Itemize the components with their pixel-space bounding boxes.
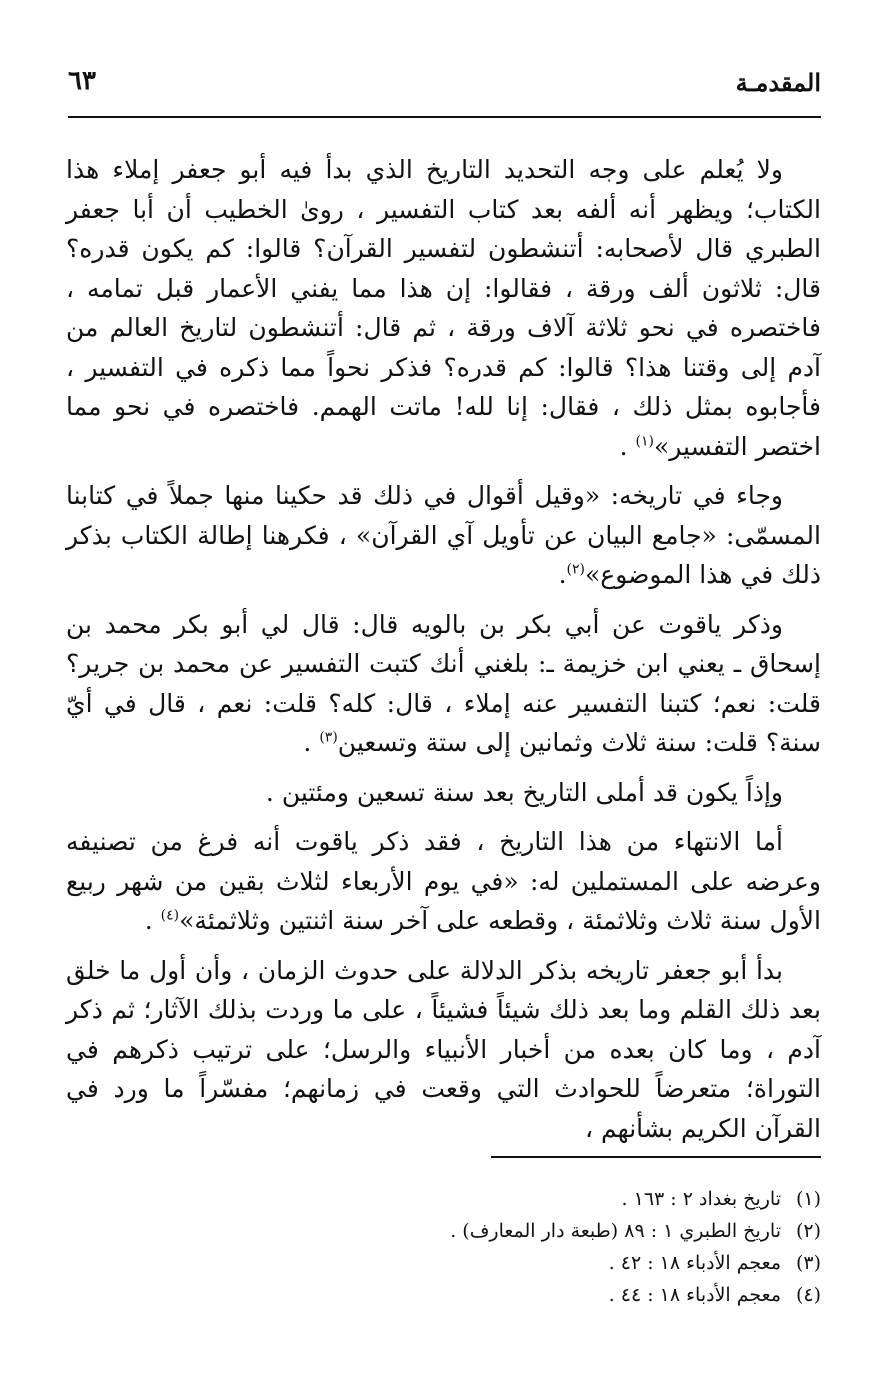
- footnote-text: معجم الأدباء ١٨ : ٤٢ .: [608, 1252, 781, 1274]
- running-title: المقدمـة: [735, 68, 821, 97]
- paragraph: [66, 822, 821, 941]
- footnote: [66, 1279, 821, 1311]
- footnote-number: (١): [795, 1188, 821, 1210]
- paragraph: [66, 476, 821, 595]
- footnote-number: (٣): [795, 1252, 821, 1274]
- paragraph: [66, 773, 821, 813]
- footnote-separator: [491, 1156, 821, 1158]
- footnote-reference: (٣): [319, 729, 338, 746]
- paragraph: [66, 605, 821, 763]
- footnote-reference: (٢): [566, 561, 585, 578]
- page-number: ٦٣: [68, 66, 96, 96]
- paragraph-tail: .: [144, 906, 161, 935]
- paragraph: [66, 951, 821, 1149]
- footnote-text: معجم الأدباء ١٨ : ٤٤ .: [608, 1284, 781, 1306]
- footnote: [66, 1183, 821, 1215]
- paragraph-text: وذكر ياقوت عن أبي بكر بن بالويه قال: قال لي أبو بكر محمد بن إسحاق ـ يعني ابن خزيمة ـ: بلغني أنك كتبت التفسير عن محمد بن جرير؟ قلت: نعم؛ كتبنا التفسير عنه إملاء ، قال: كله؟ قلت: نعم ، قال في أيّ سنة؟ قلت: سنة ثلاث وثمانين إلى ستة وتسعين: [66, 609, 821, 757]
- footnote: [66, 1247, 821, 1279]
- paragraph-text: وإذاً يكون قد أملى التاريخ بعد سنة تسعين ومئتين .: [265, 777, 783, 807]
- footnote: [66, 1215, 821, 1247]
- footnote-number: (٢): [795, 1220, 821, 1242]
- paragraph: [66, 150, 821, 466]
- paragraph-text: أما الانتهاء من هذا التاريخ ، فقد ذكر ياقوت أنه فرغ من تصنيفه وعرضه على المستملين له: «في يوم الأربعاء لثلاث بقين من شهر ربيع الأول سنة ثلاث وثلاثمئة ، وقطعه على آخر سنة اثنتين وثلاثمئة»: [66, 827, 821, 935]
- footnote-text: تاريخ بغداد ٢ : ١٦٣ .: [621, 1188, 781, 1210]
- footnote-reference: (٤): [160, 907, 180, 924]
- paragraph-text: وجاء في تاريخه: «وقيل أقوال في ذلك قد حكينا منها جملاً في كتابنا المسمّى: «جامع البيان عن تأويل آي القرآن» ، فكرهنا إطالة الكتاب بذكر ذلك في هذا الموضوع»: [66, 481, 821, 589]
- paragraph-text: ولا يُعلم على وجه التحديد التاريخ الذي بدأ فيه أبو جعفر إملاء هذا الكتاب؛ ويظهر أنه ألفه بعد كتاب التفسير ، روىٰ الخطيب أن أبا جعفر الطبري قال لأصحابه: أتنشطون لتفسير القرآن؟ قالوا: كم يكون قدره؟ قال: ثلاثون ألف ورقة ، فقالوا: إن هذا مما يفني الأعمار قبل تمامه ، فاختصره في نحو ثلاثة آلاف ورقة ، ثم قال: أتنشطون لتاريخ العالم من آدم إلى وقتنا هذا؟ قالوا: كم قدره؟ فذكر نحواً مما ذكره في التفسير ، فأجابوه بمثل ذلك ، فقال: إنا لله! ماتت الهمم. فاختصره في نحو مما اختصر التفسير»: [66, 155, 821, 461]
- footnote-number: (٤): [795, 1284, 821, 1306]
- page-header: [68, 62, 821, 118]
- paragraph-tail: .: [303, 728, 320, 757]
- paragraph-tail: .: [558, 560, 567, 589]
- paragraph-text: بدأ أبو جعفر تاريخه بذكر الدلالة على حدوث الزمان ، وأن أول ما خلق بعد ذلك القلم وما بعد ذلك شيئاً فشيئاً ، على ما وردت بذلك الآثار؛ ثم ذكر آدم ، وما كان بعده من أخبار الأنبياء والرسل؛ على ترتيب ذكرهم في التوراة؛ متعرضاً للحوادث التي وقعت في زمانهم؛ مفسّراً ما ورد في القرآن الكريم بشأنهم ،: [66, 955, 821, 1143]
- paragraph-tail: .: [619, 431, 636, 461]
- footnote-reference: (١): [635, 433, 654, 450]
- footnotes: [66, 1183, 821, 1311]
- footnote-text: تاريخ الطبري ١ : ٨٩ (طبعة دار المعارف) .: [450, 1220, 781, 1242]
- body-text: [66, 150, 821, 1158]
